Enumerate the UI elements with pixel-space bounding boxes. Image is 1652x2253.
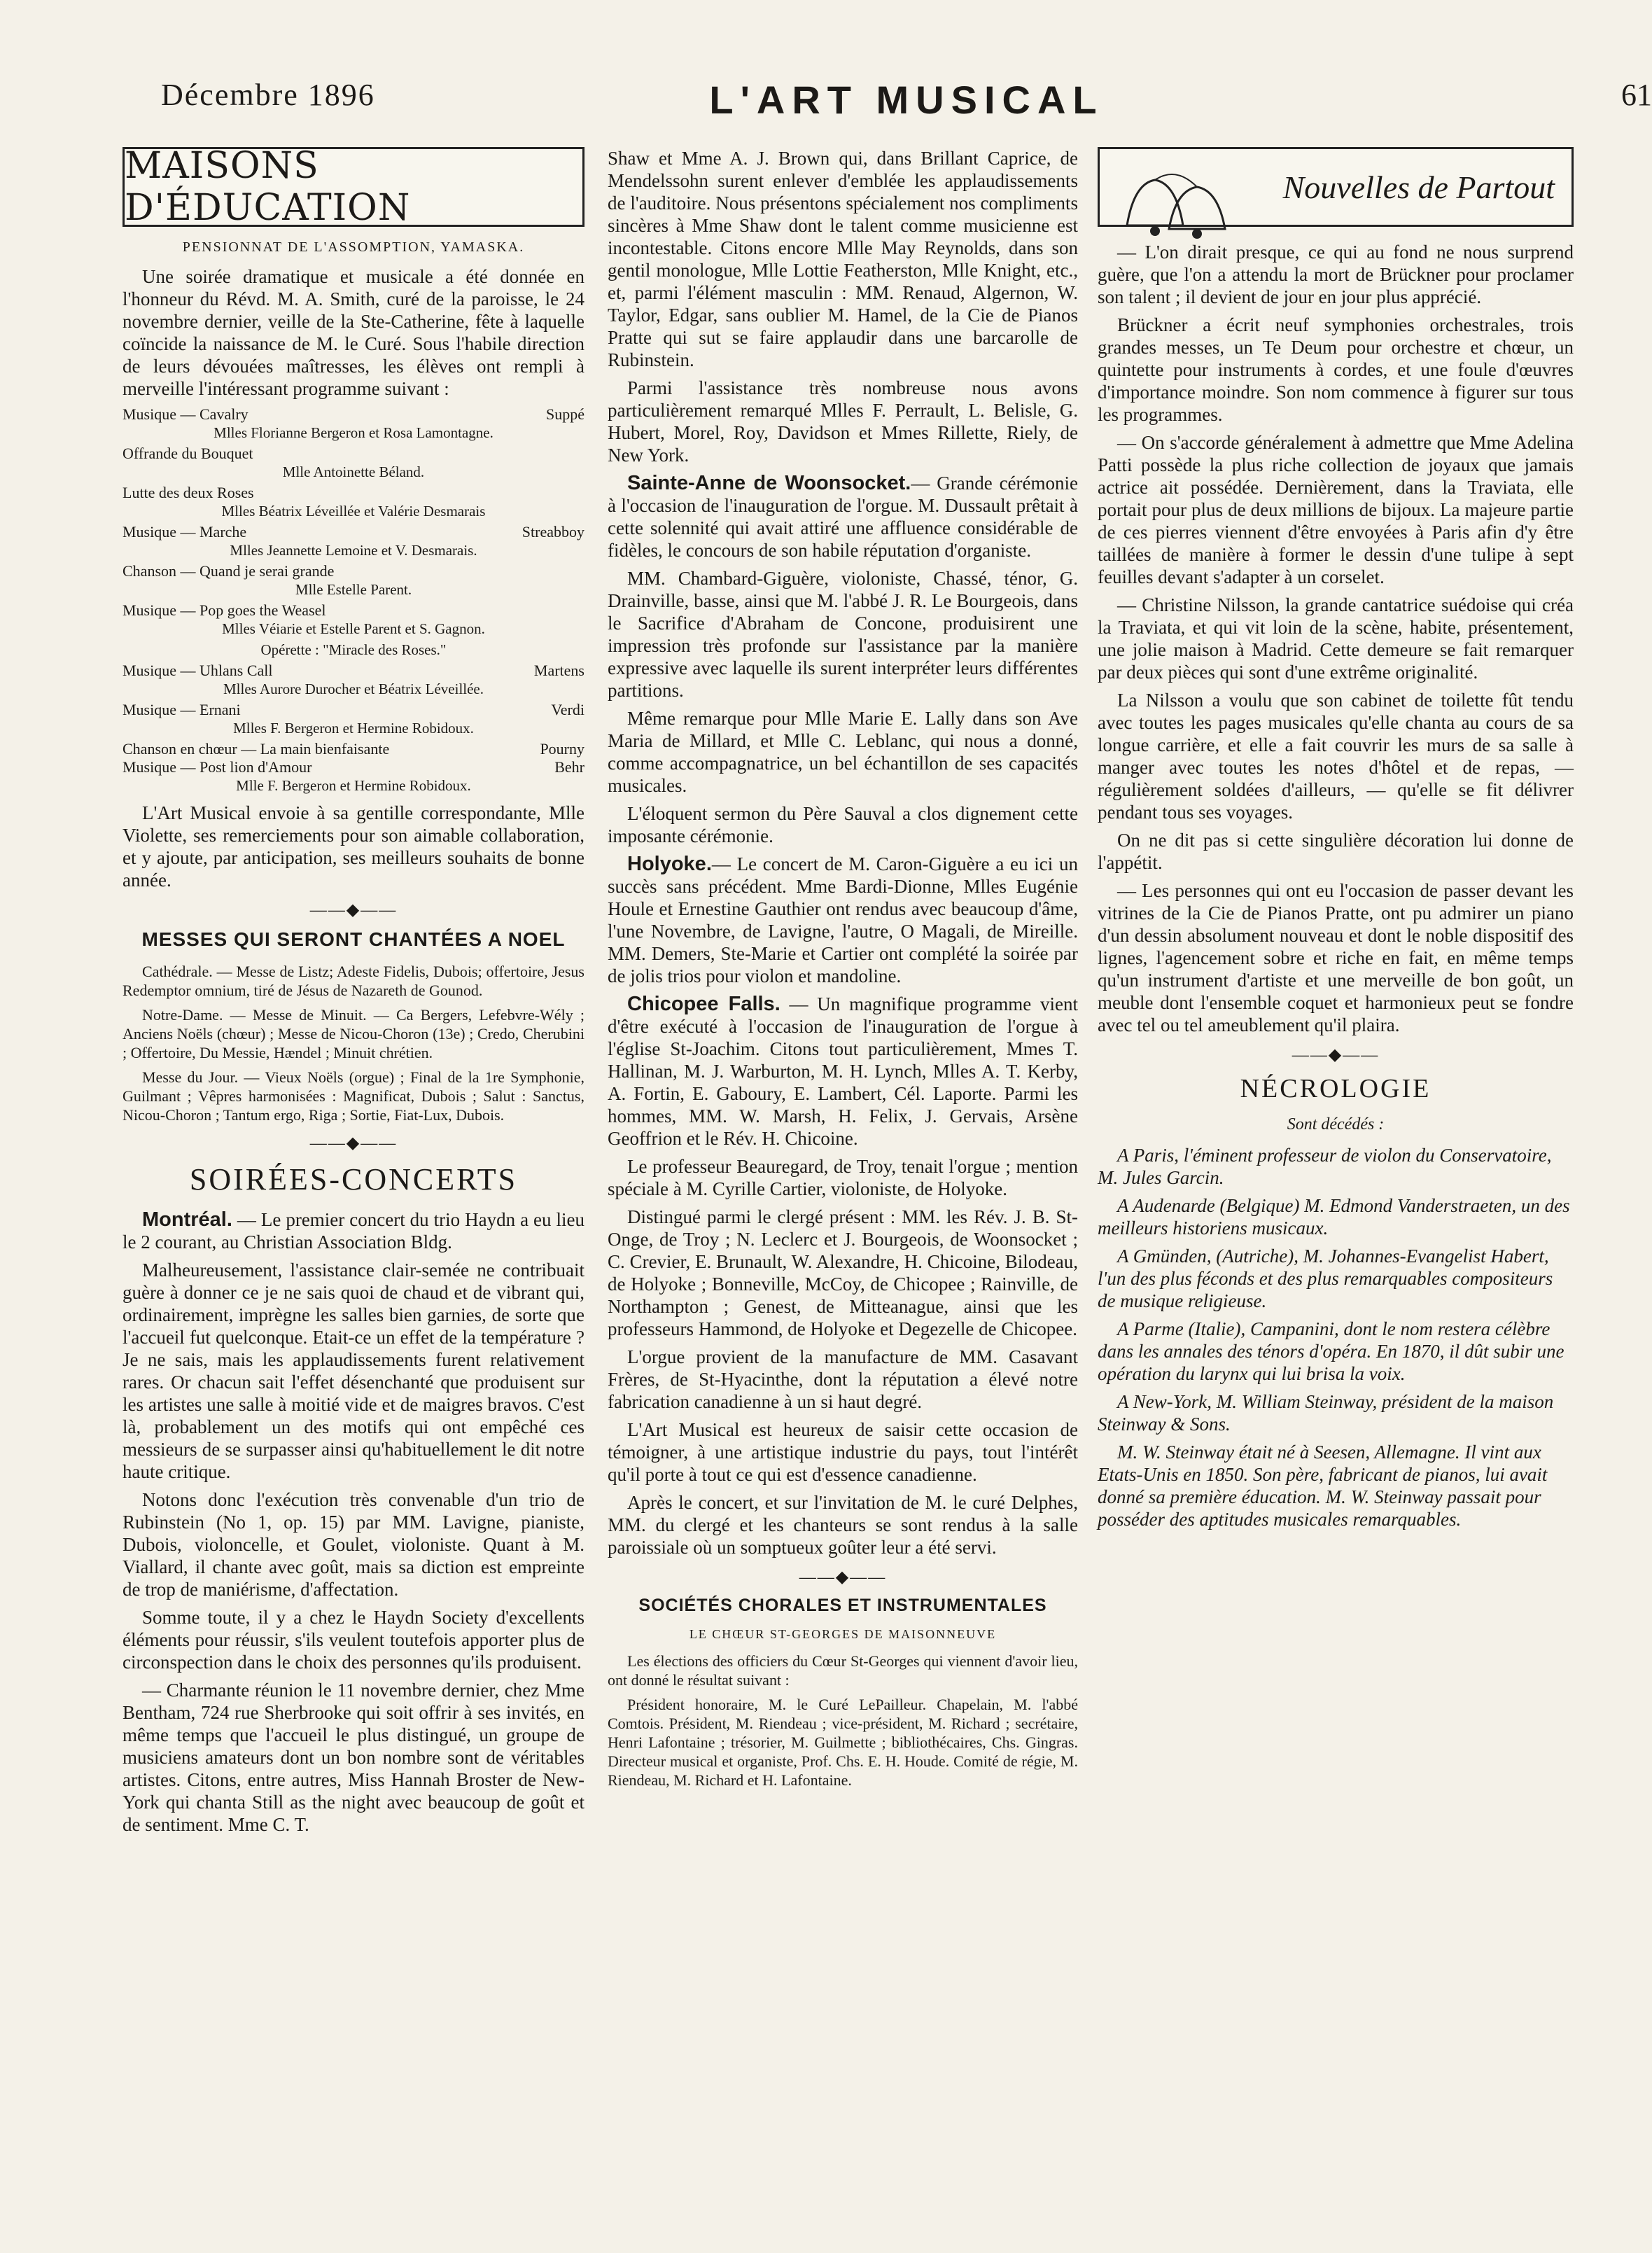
chicopee-paragraph-2: Le professeur Beauregard, de Troy, tenait l'orgue ; mention spéciale à M. Cyrille Cartier, violoniste, de Holyoke. [608,1156,1078,1199]
program-item [122,740,584,758]
program-piece: Lutte des deux Roses [122,484,254,501]
page-number: 61 [1621,78,1652,112]
chicopee-paragraph-5: L'Art Musical est heureux de saisir cette occasion de témoigner, à une artistique industrie du pays, tout l'intérêt qu'il porte à tout ce qui est d'essence canadienne. [608,1419,1078,1485]
closing-paragraph: L'Art Musical envoie à sa gentille correspondante, Mlle Violette, ses remerciements pour son aimable collaboration, et y ajoute, par anticipation, ses meilleurs souhaits de bonne année. [122,802,584,891]
program-composer: Suppé [546,405,584,423]
program-piece: Musique — Uhlans Call [122,662,273,679]
chicopee-paragraph-3: Distingué parmi le clergé présent : MM. les Rév. J. B. St-Onge, de Troy ; N. Leclerc et J. Bourgeois, de Woonsocket ; C. Crevier, E. Brunault, W. Alexandre, H. Chicoine, Bilodeau, de Holyoke ; Bonneville, McCoy, de Chicopee ; Rainville, de Northampton ; Genest, de Mitteanague, ainsi que les professeurs Hammond, de Holyoke et Degezelle de Chicopee. [608,1206,1078,1339]
maisons-education-banner: MAISONS D'ÉDUCATION [122,147,584,227]
program-item [122,523,584,541]
messes-cathedrale: Cathédrale. — Messe de Listz; Adeste Fidelis, Dubois; offertoire, Jesus Redemptor omnium, tiré de Jésus de Nazareth de Gounod. [122,963,584,999]
program-performers: Mlle Antoinette Béland. [282,463,425,480]
montreal-lead: — Le premier concert du trio Haydn a eu lieu le 2 courant, au Christian Association Bldg. [122,1209,584,1253]
holyoke-paragraph [608,853,1078,987]
column-right [1098,147,1574,1536]
necro-item: A Parme (Italie), Campanini, dont le nom restera célèbre dans les annales des ténors d'opéra. En 1870, il dût subir une opération du larynx qui lui brisa la voix. [1098,1318,1564,1384]
chicopee-paragraph-6: Après le concert, et sur l'invitation de M. le curé Delphes, MM. du clergé et les chanteurs se sont rendus à la salle paroissiale où un somptueux goûter leur a été servi. [608,1492,1078,1558]
shaw-paragraph: Shaw et Mme A. J. Brown qui, dans Brillant Caprice, de Mendelssohn surent enlever d'emblée les applaudissements de l'auditoire. Nous présentons spécialement nos compliments sincères à Mme Shaw dont le talent comme musicienne est incontestable. Citons encore Mlle May Reynolds, dans son gentil monologue, Mlle Lottie Featherston, Mlle Knight, etc., et, parmi l'élément masculin : MM. Renaud, Algernon, W. Taylor, Edgar, sans oublier M. Hamel, de la Cie de Pianos Pratte qui sut se faire applaudir dans une barcarolle de Rubinstein. [608,148,1078,370]
masthead [161,77,1652,140]
newspaper-title: L'ART MUSICAL [709,78,1104,122]
program-item [122,662,584,680]
woonsocket-paragraph-4: L'éloquent sermon du Père Sauval a clos dignement cette imposante cérémonie. [608,803,1078,846]
bruckner-paragraph: — L'on dirait presque, ce qui au fond ne nous surprend guère, que l'on a attendu la mort de Brückner pour proclamer son talent ; il devient de jour en jour plus apprécié. [1098,242,1574,307]
program-performers: Opérette : "Miracle des Roses." [260,641,447,658]
place-chicopee: Chicopee Falls. [627,993,780,1015]
necro-item: A Paris, l'éminent professeur de violon du Conservatoire, M. Jules Garcin. [1098,1145,1552,1188]
necrologie-heading: NÉCROLOGIE [1240,1074,1432,1103]
messes-heading: MESSES QUI SERONT CHANTÉES A NOEL [141,928,566,950]
necro-item: A Audenarde (Belgique) M. Edmond Vanderstraeten, un des meilleurs historiens musicaux. [1098,1195,1570,1239]
ornament-divider: ——◆—— [309,1134,398,1152]
program-performers: Mlle Estelle Parent. [295,581,412,598]
woonsocket-paragraph-3: Même remarque pour Mlle Marie E. Lally dans son Ave Maria de Millard, et Mlle C. Leblanc, qui nous a donné, comme accompagnatrice, un bel échantillon de ses capacités musicales. [608,708,1078,796]
program-piece: Chanson — Quand je serai grande [122,562,335,580]
pensionnat-heading: PENSIONNAT DE L'ASSOMPTION, YAMASKA. [182,239,525,255]
choeur-officers: Président honoraire, M. le Curé LePailleur. Chapelain, M. l'abbé Comtois. Président, M. Riendeau ; vice-président, M. Richard ; secrétaire, Henri Lafontaine ; trésorier, M. Guilmette ; bibliothécaires, Chs. Gingras. Directeur musical et organiste, Prof. Chs. E. H. Houde. Comité de régie, M. Riendeau, M. Richard et H. Lafontaine. [608,1696,1078,1789]
program-piece: Offrande du Bouquet [122,445,253,462]
bruckner-paragraph-2: Brückner a écrit neuf symphonies orchestrales, trois grandes messes, un Te Deum pour orchestre et chœur, un quintette pour instruments à cordes, et une foule d'œuvres d'importance moindre. Son nom commence à figurer sur tous les programmes. [1098,314,1574,425]
bells-icon [1106,162,1246,246]
program-item [122,405,584,424]
chicopee-paragraph-4: L'orgue provient de la manufacture de MM. Casavant Frères, de St-Hyacinthe, dont la réputation a élevé notre fabrication canadienne à un si haut degré. [608,1346,1078,1412]
nilsson-paragraph: — Christine Nilsson, la grande cantatrice suédoise qui créa la Traviata, et qui vit loin de la scène, habite, présentement, une jolie maison à Madrid. Cette demeure se fait remarquer par deux pièces qui sont d'une extrême originalité. [1098,594,1574,683]
column-left [122,147,584,1841]
chicopee-lead: — Un magnifique programme vient d'être exécuté à l'occasion de l'inauguration de l'orgue à l'église St-Joachim. Citons tout particulièrement, Mmes T. Hallinan, M. J. Warburton, M. H. Lynch, Mlles A. T. Kerby, A. Fortin, E. Gaboury, E. Lambert, Cél. Laporte. Parmi les hommes, MM. W. Marsh, H. Felix, J. Gervais, Arsène Geoffrion et le Rév. H. Chicoine. [608,993,1079,1149]
concert-program [122,405,584,795]
program-item [122,484,584,502]
montreal-paragraph-4: Somme toute, il y a chez le Haydn Society d'excellents éléments pour réussir, s'ils veulent toutefois apporter plus de circonspection dans le choix des personnes qu'ils produisent. [122,1607,584,1673]
woonsocket-paragraph [608,472,1078,561]
place-montreal: Montréal. [142,1208,232,1231]
montreal-paragraph-5: — Charmante réunion le 11 novembre dernier, chez Mme Bentham, 724 rue Sherbrooke qui soit offrir à ses invités, en même temps que l'accueil le plus distingué, un groupe de musiciens amateurs dont un bon nombre sont de véritables artistes. Citons, entre autres, Miss Hannah Broster de New-York qui chanta Still as the night avec beaucoup de goût et de sentiment. Mme C. T. [122,1680,584,1835]
necrologie-subheading: Sont décédés : [1287,1115,1385,1134]
montreal-paragraph-3: Notons donc l'exécution très convenable d'un trio de Rubinstein (No 1, op. 15) par MM. Lavigne, pianiste, Dubois, violoncelle, et Goulet, violoniste. Quant à M. Viallard, il chante avec goût, mais sa diction est empreinte de trop de maniérisme, d'affectation. [122,1489,584,1600]
necro-item: A Gmünden, (Autriche), M. Johannes-Evangelist Habert, l'un des plus féconds et des plus remarquables compositeurs de musique religieuse. [1098,1246,1553,1311]
ornament-divider: ——◆—— [1292,1046,1380,1064]
montreal-paragraph [122,1208,584,1253]
ornament-divider: ——◆—— [309,901,398,919]
program-item [122,701,584,719]
ornament-divider: ——◆—— [799,1568,887,1586]
program-item [122,758,584,776]
choeur-paragraph: Les élections des officiers du Cœur St-Georges qui viennent d'avoir lieu, ont donné le résultat suivant : [608,1652,1078,1689]
program-item [122,562,584,580]
program-composer: Behr [554,758,584,776]
montreal-paragraph-2: Malheureusement, l'assistance clair-semée ne contribuait guère à donner ce je ne sais quoi de chaud et de vibrant qui, ordinairement, imprègne les salles bien garnies, de sorte que l'accueil fut quelconque. Etait-ce un effet de la température ? Je ne sais, mais les applaudissements furent relativement rares. Or chacun sait l'effet désenchanté que produisent sur les artistes une salle à moitié vide et de maigres bravos. C'est là, probablement un des motifs qui ont empêché ces messieurs de se surpasser ainsi qu'habituellement le dit notre haute critique. [122,1260,584,1482]
intro-paragraph: Une soirée dramatique et musicale a été donnée en l'honneur du Révd. M. A. Smith, curé de la paroisse, le 24 novembre dernier, veille de la Ste-Catherine, fête à laquelle coïncide la naissance de M. le Curé. Sous l'habile direction de leurs dévouées maîtresses, les élèves ont rempli à merveille l'intéressant programme suivant : [122,266,584,399]
program-performers: Mlles Jeannette Lemoine et V. Desmarais. [230,542,477,559]
program-performers: Mlles Véiarie et Estelle Parent et S. Gagnon. [222,620,485,637]
pratte-paragraph: — Les personnes qui ont eu l'occasion de passer devant les vitrines de la Cie de Pianos Pratte, ont pu admirer un piano d'un dessin absolument nouveau et dont le noble dispositif des lignes, l'agencement sobre et riche en fait, en même temps qu'un instrument d'artiste et une merveille de bon goût, un meuble dont l'ensemble coquet et harmonieux peut se fondre avec tel ou tel ameublement qu'il plaira. [1098,880,1574,1035]
holyoke-lead: — Le concert de M. Caron-Giguère a eu ici un succès sans précédent. Mme Bardi-Dionne, Mlles Eugénie Houle et Ernestine Gauthier ont rendus avec beaucoup d'âme, l'une Novembre, de Lavigne, l'autre, O Magali, de Mireille. MM. Demers, Ste-Marie et Cartier ont complété la soirée par de jolis trios pour violon et mandoline. [608,853,1078,986]
program-piece: Musique — Post lion d'Amour [122,758,312,776]
program-performers: Mlles F. Bergeron et Hermine Robidoux. [233,720,474,737]
program-composer: Martens [533,662,584,679]
place-holyoke: Holyoke. [627,853,712,875]
societes-heading: SOCIÉTÉS CHORALES ET INSTRUMENTALES [638,1596,1047,1615]
program-performers: Mlles Aurore Durocher et Béatrix Léveillée. [223,681,484,697]
program-composer: Pourny [540,740,584,758]
nilsson-paragraph-2: La Nilsson a voulu que son cabinet de toilette fût tendu avec toutes les pages musicales qu'elle chanta au cours de sa longue carrière, et elle a fait couvrir les murs de sa salle à manger avec toutes les notes d'hôtel et de repas, — régulièrement soldées d'ailleurs, — qu'elle se fit délivrer pendant tous ses voyages. [1098,690,1574,823]
program-performers: Mlles Béatrix Léveillée et Valérie Desmarais [221,503,486,519]
necro-item: A New-York, M. William Steinway, président de la maison Steinway & Sons. [1098,1391,1554,1435]
program-item [122,445,584,463]
choeur-heading: LE CHŒUR ST-GEORGES DE MAISONNEUVE [689,1627,997,1641]
program-performers: Mlles Florianne Bergeron et Rosa Lamontagne. [214,424,493,441]
nilsson-paragraph-3: On ne dit pas si cette singulière décoration lui donne de l'appétit. [1098,830,1574,873]
program-composer: Verdi [551,701,584,718]
program-item [122,601,584,620]
program-piece: Musique — Ernani [122,701,241,718]
program-piece: Musique — Pop goes the Weasel [122,601,326,619]
patti-paragraph: — On s'accorde généralement à admettre que Mme Adelina Patti possède la plus riche collection de joyaux que jamais actrice ait possédée. Dernièrement, dans la Traviata, elle portait pour plus de deux millions de bijoux. La majeure partie de ces pierres viennent d'être envoyées à Paris afin d'y être taillées de manière à former le dessin d'une tulipe à sept feuilles devant s'adapter à un corselet. [1098,432,1574,587]
program-performers: Mlle F. Bergeron et Hermine Robidoux. [236,777,471,794]
messes-du-jour: Messe du Jour. — Vieux Noëls (orgue) ; Final de la 1re Symphonie, Guilmant ; Vêpres harmonisées : Magnificat, Dubois ; Salut : Sanctus, Nicou-Choron ; Tantum ergo, Riga ; Sortie, Fiat-Lux, Dubois. [122,1068,584,1124]
place-woonsocket: Sainte-Anne de Woonsocket. [627,472,911,494]
soirees-concerts-heading: SOIRÉES-CONCERTS [189,1162,518,1197]
program-piece: Musique — Cavalry [122,405,248,423]
issue-date: Décembre 1896 [161,78,375,112]
nouvelles-banner: Nouvelles de Partout [1098,147,1574,227]
woonsocket-paragraph-2: MM. Chambard-Giguère, violoniste, Chassé, ténor, G. Drainville, basse, ainsi que M. l'abbé J. R. Le Bourgeois, dans le Sacrifice d'Abraham de Concone, produisirent une impression très profonde sur l'assistance par la manière expressive avec laquelle ils surent interpréter leurs différentes partitions. [608,568,1078,701]
program-piece: Musique — Marche [122,523,247,540]
column-middle [608,147,1078,1795]
assistance-paragraph: Parmi l'assistance très nombreuse nous avons particulièrement remarqué Mlles F. Perrault, L. Belisle, G. Hubert, Morel, Roy, Davidson et Mmes Rillette, Riely, de New York. [608,377,1078,466]
necro-item: M. W. Steinway était né à Seesen, Allemagne. Il vint aux Etats-Unis en 1850. Son père, fabricant de pianos, lui avait donné sa première éducation. M. W. Steinway passait pour posséder des aptitudes musicales remarquables. [1098,1442,1548,1530]
messes-notre-dame: Notre-Dame. — Messe de Minuit. — Ca Bergers, Lefebvre-Wély ; Anciens Noëls (chœur) ; Messe de Nicou-Choron (13e) ; Credo, Cherubini ; Offertoire, Du Messie, Hændel ; Minuit chrétien. [122,1006,584,1061]
program-piece: Chanson en chœur — La main bienfaisante [122,740,390,758]
necrologie-list [1098,1144,1574,1530]
woonsocket-lead: — Grande cérémonie à l'occasion de l'inauguration de l'orgue. M. Dussault prêtait à cette solennité qui avait attiré une affluence considérable de fidèles, le concours de son habile réputation d'organiste. [608,473,1078,561]
chicopee-paragraph [608,993,1078,1150]
program-composer: Streabboy [522,523,584,540]
